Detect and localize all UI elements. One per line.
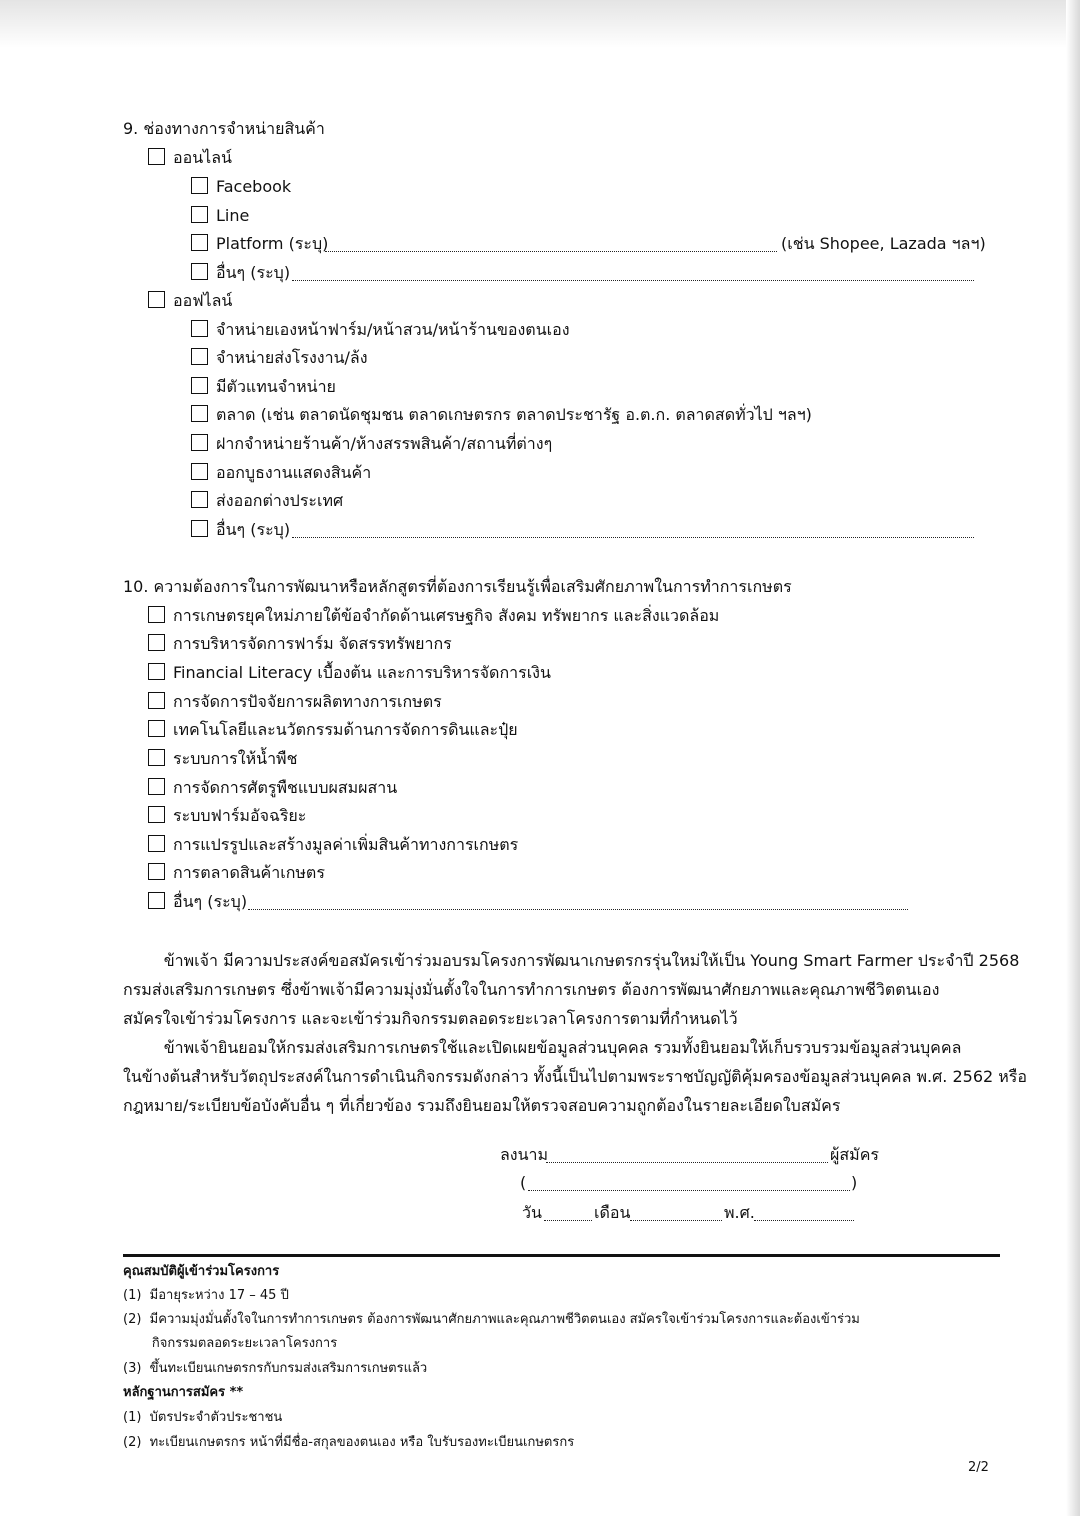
checkbox-label: การจัดการศัตรูพืชแบบผสมผสาน: [173, 778, 398, 797]
checkbox-label: การตลาดสินค้าเกษตร: [173, 863, 325, 882]
checkbox-label: การบริหารจัดการฟาร์ม จัดสรรทรัพยากร: [173, 634, 452, 653]
checkbox-label: Platform (ระบุ): [216, 234, 329, 253]
checkbox-box[interactable]: [148, 835, 165, 852]
checkbox-box[interactable]: [191, 234, 208, 251]
declaration-line: กฎหมาย/ระเบียบข้อบังคับอื่น ๆ ที่เกี่ยวข้อง รวมถึงยินยอมให้ตรวจสอบความถูกต้องในรายละเอียดใบสมัคร: [123, 1096, 841, 1115]
year-label: พ.ศ.: [724, 1203, 755, 1222]
checkbox-label: Financial Literacy เบื้องต้น และการบริหารจัดการเงิน: [173, 663, 551, 682]
checkbox-box[interactable]: [148, 606, 165, 623]
evidence-item: (1) บัตรประจำตัวประชาชน: [123, 1410, 283, 1425]
checkbox-box[interactable]: [191, 491, 208, 508]
platform-hint: (เช่น Shopee, Lazada ฯลฯ): [781, 234, 986, 253]
checkbox-box[interactable]: [191, 348, 208, 365]
day-label: วัน: [522, 1203, 542, 1222]
checkbox-box[interactable]: [191, 320, 208, 337]
checkbox-label: Facebook: [216, 177, 292, 196]
checkbox-box[interactable]: [148, 892, 165, 909]
checkbox-box[interactable]: [148, 634, 165, 651]
section-divider: [123, 1254, 1000, 1257]
checkbox-box[interactable]: [191, 463, 208, 480]
checkbox-box[interactable]: [148, 291, 165, 308]
checkbox-label: Line: [216, 206, 250, 225]
checkbox-label: เทคโนโลยีและนวัตกรรมด้านการจัดการดินและปุ๋ย: [173, 720, 518, 739]
declaration-line: กรมส่งเสริมการเกษตร ซึ่งข้าพเจ้ามีความมุ่งมั่นตั้งใจในการทำการเกษตร ต้องการพัฒนาศักยภาพและคุณภาพชีวิตตนเอง: [123, 980, 940, 999]
offline-other-fill-line[interactable]: [292, 537, 974, 538]
checkbox-box[interactable]: [191, 206, 208, 223]
checkbox-label: อื่นๆ (ระบุ): [216, 520, 291, 539]
checkbox-label: การเกษตรยุคใหม่ภายใต้ข้อจำกัดด้านเศรษฐกิจ สังคม ทรัพยากร และสิ่งแวดล้อม: [173, 606, 720, 625]
checkbox-label: ระบบฟาร์มอัจฉริยะ: [173, 806, 307, 825]
checkbox-box[interactable]: [148, 720, 165, 737]
evidence-item: (2) ทะเบียนเกษตรกร หน้าที่มีชื่อ-สกุลของตนเอง หรือ ใบรับรองทะเบียนเกษตรกร: [123, 1435, 575, 1450]
course-other-fill-line[interactable]: [248, 909, 908, 910]
checkbox-box[interactable]: [148, 663, 165, 680]
checkbox-box[interactable]: [148, 806, 165, 823]
checkbox-box[interactable]: [148, 692, 165, 709]
declaration-line: ในข้างต้นสำหรับวัตถุประสงค์ในการดำเนินกิจกรรมดังกล่าว ทั้งนี้เป็นไปตามพระราชบัญญัติคุ้มครองข้อมูลส่วนบุคคล พ.ศ. 2562 หรือ: [123, 1067, 1028, 1086]
online-other-fill-line[interactable]: [292, 280, 974, 281]
scan-shadow-right: [1066, 0, 1080, 1516]
checkbox-label: มีตัวแทนจำหน่าย: [216, 377, 336, 396]
sign-label: ลงนาม: [500, 1145, 549, 1164]
checkbox-label: อื่นๆ (ระบุ): [216, 263, 291, 282]
qualification-item: (2) มีความมุ่งมั่นตั้งใจในการทำการเกษตร ต้องการพัฒนาศักยภาพและคุณภาพชีวิตตนเอง สมัครใจเข้าร่วมโครงการและต้องเข้าร่วม: [123, 1312, 860, 1327]
checkbox-label: ออฟไลน์: [173, 291, 233, 310]
month-label: เดือน: [594, 1203, 631, 1222]
checkbox-label: การจัดการปัจจัยการผลิตทางการเกษตร: [173, 692, 442, 711]
section-10-title: 10. ความต้องการในการพัฒนาหรือหลักสูตรที่ต้องการเรียนรู้เพื่อเสริมศักยภาพในการทำการเกษตร: [123, 577, 792, 596]
platform-fill-line[interactable]: [325, 251, 777, 252]
checkbox-label: ฝากจำหน่ายร้านค้า/ห้างสรรพสินค้า/สถานที่ต่างๆ: [216, 434, 553, 453]
checkbox-label: ระบบการให้น้ำพืช: [173, 749, 298, 768]
qualification-item: (3) ขึ้นทะเบียนเกษตรกรกับกรมส่งเสริมการเกษตรแล้ว: [123, 1361, 428, 1376]
checkbox-box[interactable]: [191, 377, 208, 394]
checkbox-box[interactable]: [148, 863, 165, 880]
paren-close: ): [851, 1173, 858, 1192]
paren-open: (: [520, 1173, 527, 1192]
qualification-item: กิจกรรมตลอดระยะเวลาโครงการ: [123, 1336, 338, 1351]
checkbox-label: จำหน่ายเองหน้าฟาร์ม/หน้าสวน/หน้าร้านของตนเอง: [216, 320, 570, 339]
checkbox-box[interactable]: [191, 520, 208, 537]
checkbox-box[interactable]: [191, 263, 208, 280]
signature-fill-line[interactable]: [546, 1162, 828, 1163]
scan-shadow-top: [0, 0, 1080, 48]
checkbox-label: ส่งออกต่างประเทศ: [216, 491, 344, 510]
declaration-line: ข้าพเจ้า มีความประสงค์ขอสมัครเข้าร่วมอบรมโครงการพัฒนาเกษตรกรรุ่นใหม่ให้เป็น Young Smart Farmer ประจำปี 2568: [123, 951, 1020, 970]
checkbox-label: การแปรรูปและสร้างมูลค่าเพิ่มสินค้าทางการเกษตร: [173, 835, 519, 854]
year-fill-line[interactable]: [754, 1220, 854, 1221]
checkbox-label: อื่นๆ (ระบุ): [173, 892, 248, 911]
checkbox-label: ออนไลน์: [173, 148, 232, 167]
applicant-label: ผู้สมัคร: [830, 1145, 879, 1164]
page-number: 2/2: [968, 1460, 989, 1475]
declaration-line: สมัครใจเข้าร่วมโครงการ และจะเข้าร่วมกิจกรรมตลอดระยะเวลาโครงการตามที่กำหนดไว้: [123, 1009, 738, 1028]
name-fill-line[interactable]: [528, 1190, 850, 1191]
declaration-line: ข้าพเจ้ายินยอมให้กรมส่งเสริมการเกษตรใช้และเปิดเผยข้อมูลส่วนบุคคล รวมทั้งยินยอมให้เก็บรวบรวมข้อมูลส่วนบุคคล: [123, 1038, 962, 1057]
checkbox-box[interactable]: [191, 405, 208, 422]
evidence-title: หลักฐานการสมัคร **: [123, 1385, 244, 1400]
day-fill-line[interactable]: [544, 1220, 592, 1221]
checkbox-label: ตลาด (เช่น ตลาดนัดชุมชน ตลาดเกษตรกร ตลาดประชารัฐ อ.ต.ก. ตลาดสดทั่วไป ฯลฯ): [216, 405, 812, 424]
section-9-title: 9. ช่องทางการจำหน่ายสินค้า: [123, 119, 325, 138]
checkbox-box[interactable]: [148, 749, 165, 766]
checkbox-box[interactable]: [148, 778, 165, 795]
checkbox-label: ออกบูธงานแสดงสินค้า: [216, 463, 372, 482]
checkbox-box[interactable]: [191, 177, 208, 194]
declaration-paragraph-2: [123, 1033, 1028, 1120]
checkbox-box[interactable]: [148, 148, 165, 165]
qualification-item: (1) มีอายุระหว่าง 17 – 45 ปี: [123, 1288, 289, 1303]
qualifications-title: คุณสมบัติผู้เข้าร่วมโครงการ: [123, 1264, 280, 1279]
month-fill-line[interactable]: [630, 1220, 722, 1221]
checkbox-label: จำหน่ายส่งโรงงาน/ล้ง: [216, 348, 368, 367]
declaration-paragraph-1: [123, 946, 1020, 1033]
checkbox-box[interactable]: [191, 434, 208, 451]
